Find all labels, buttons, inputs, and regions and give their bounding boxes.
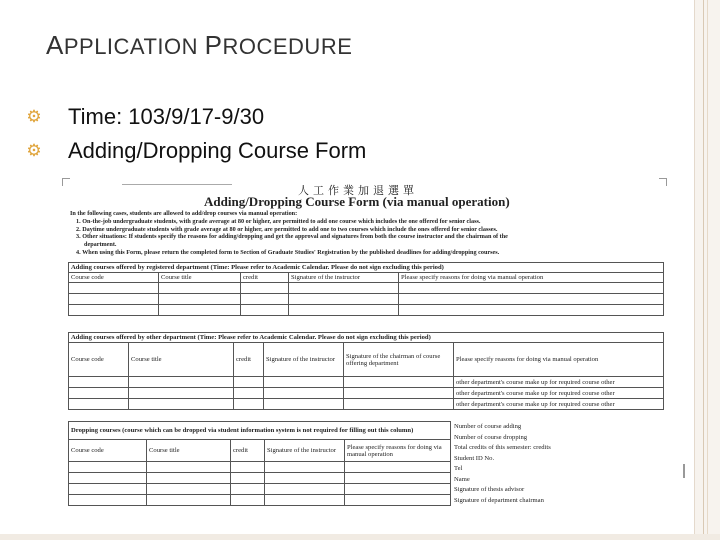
gear-icon: ⚙ <box>26 107 42 126</box>
gear-icon: ⚙ <box>26 141 42 160</box>
form-chinese-title: 人工作業加退選單 <box>298 184 418 197</box>
adding-other-dept-table: Adding courses offered by other department (Time: Please refer to Academic Calendar. Please do not sign excluding this period) Course code Course title credit Signature of the instructor Signature of the chairman of course offering department Please specify reasons for doing via manual operation other department's course make up for required course other other department's course make up for required course other other department's course make up for required course other <box>68 332 664 410</box>
form-edge-mark <box>683 464 685 478</box>
form-summary-block: Number of course adding Number of course dropping Total credits of this semester: credits Student ID No. Tel Name Signature of thesis advisor Signature of department chairman <box>454 423 551 504</box>
slide-bottom-decoration <box>0 534 720 540</box>
bullet-item <box>22 100 366 134</box>
bullet-text: Time: 103/9/17-9/30 <box>68 104 265 129</box>
scanned-form-image <box>62 176 687 514</box>
bullet-item <box>22 134 366 168</box>
dropping-courses-table: Dropping courses (course which can be dropped via student information system is not required for filling out this column) Course code Course title credit Signature of the instructor Please specify reasons for doing via manual operation <box>68 421 451 506</box>
bullet-text: Adding/Dropping Course Form <box>68 138 367 163</box>
form-title: Adding/Dropping Course Form (via manual operation) <box>204 194 510 209</box>
form-instructions: In the following cases, students are allowed to add/drop courses via manual operation: 1. On-the-job undergraduate students, with grade average at 80 or higher, are permitted to add one course which includes the one offered for senior class. 2. Daytime undergraduate students with grade average at 80 or higher, are permitted to add one to two courses which include the ones offered for senior classes. 3. Other situations: If students specify the reasons for adding/dropping and get the approval and signatures from both the course instructor and the chairman of the department. 4. When using this Form, please return the completed form to Section of Graduate Studies' Registration by the published deadlines for adding/dropping courses. <box>70 210 508 256</box>
adding-registered-dept-table: Adding courses offered by registered department (Time: Please refer to Academic Calendar. Please do not sign excluding this period) Course code Course title credit Signature of the instructor Please specify reasons for doing via manual operation <box>68 262 664 316</box>
slide-title: APPLICATION PROCEDURE <box>46 30 353 60</box>
slide-side-decoration <box>694 0 720 540</box>
bullet-list <box>22 100 366 168</box>
